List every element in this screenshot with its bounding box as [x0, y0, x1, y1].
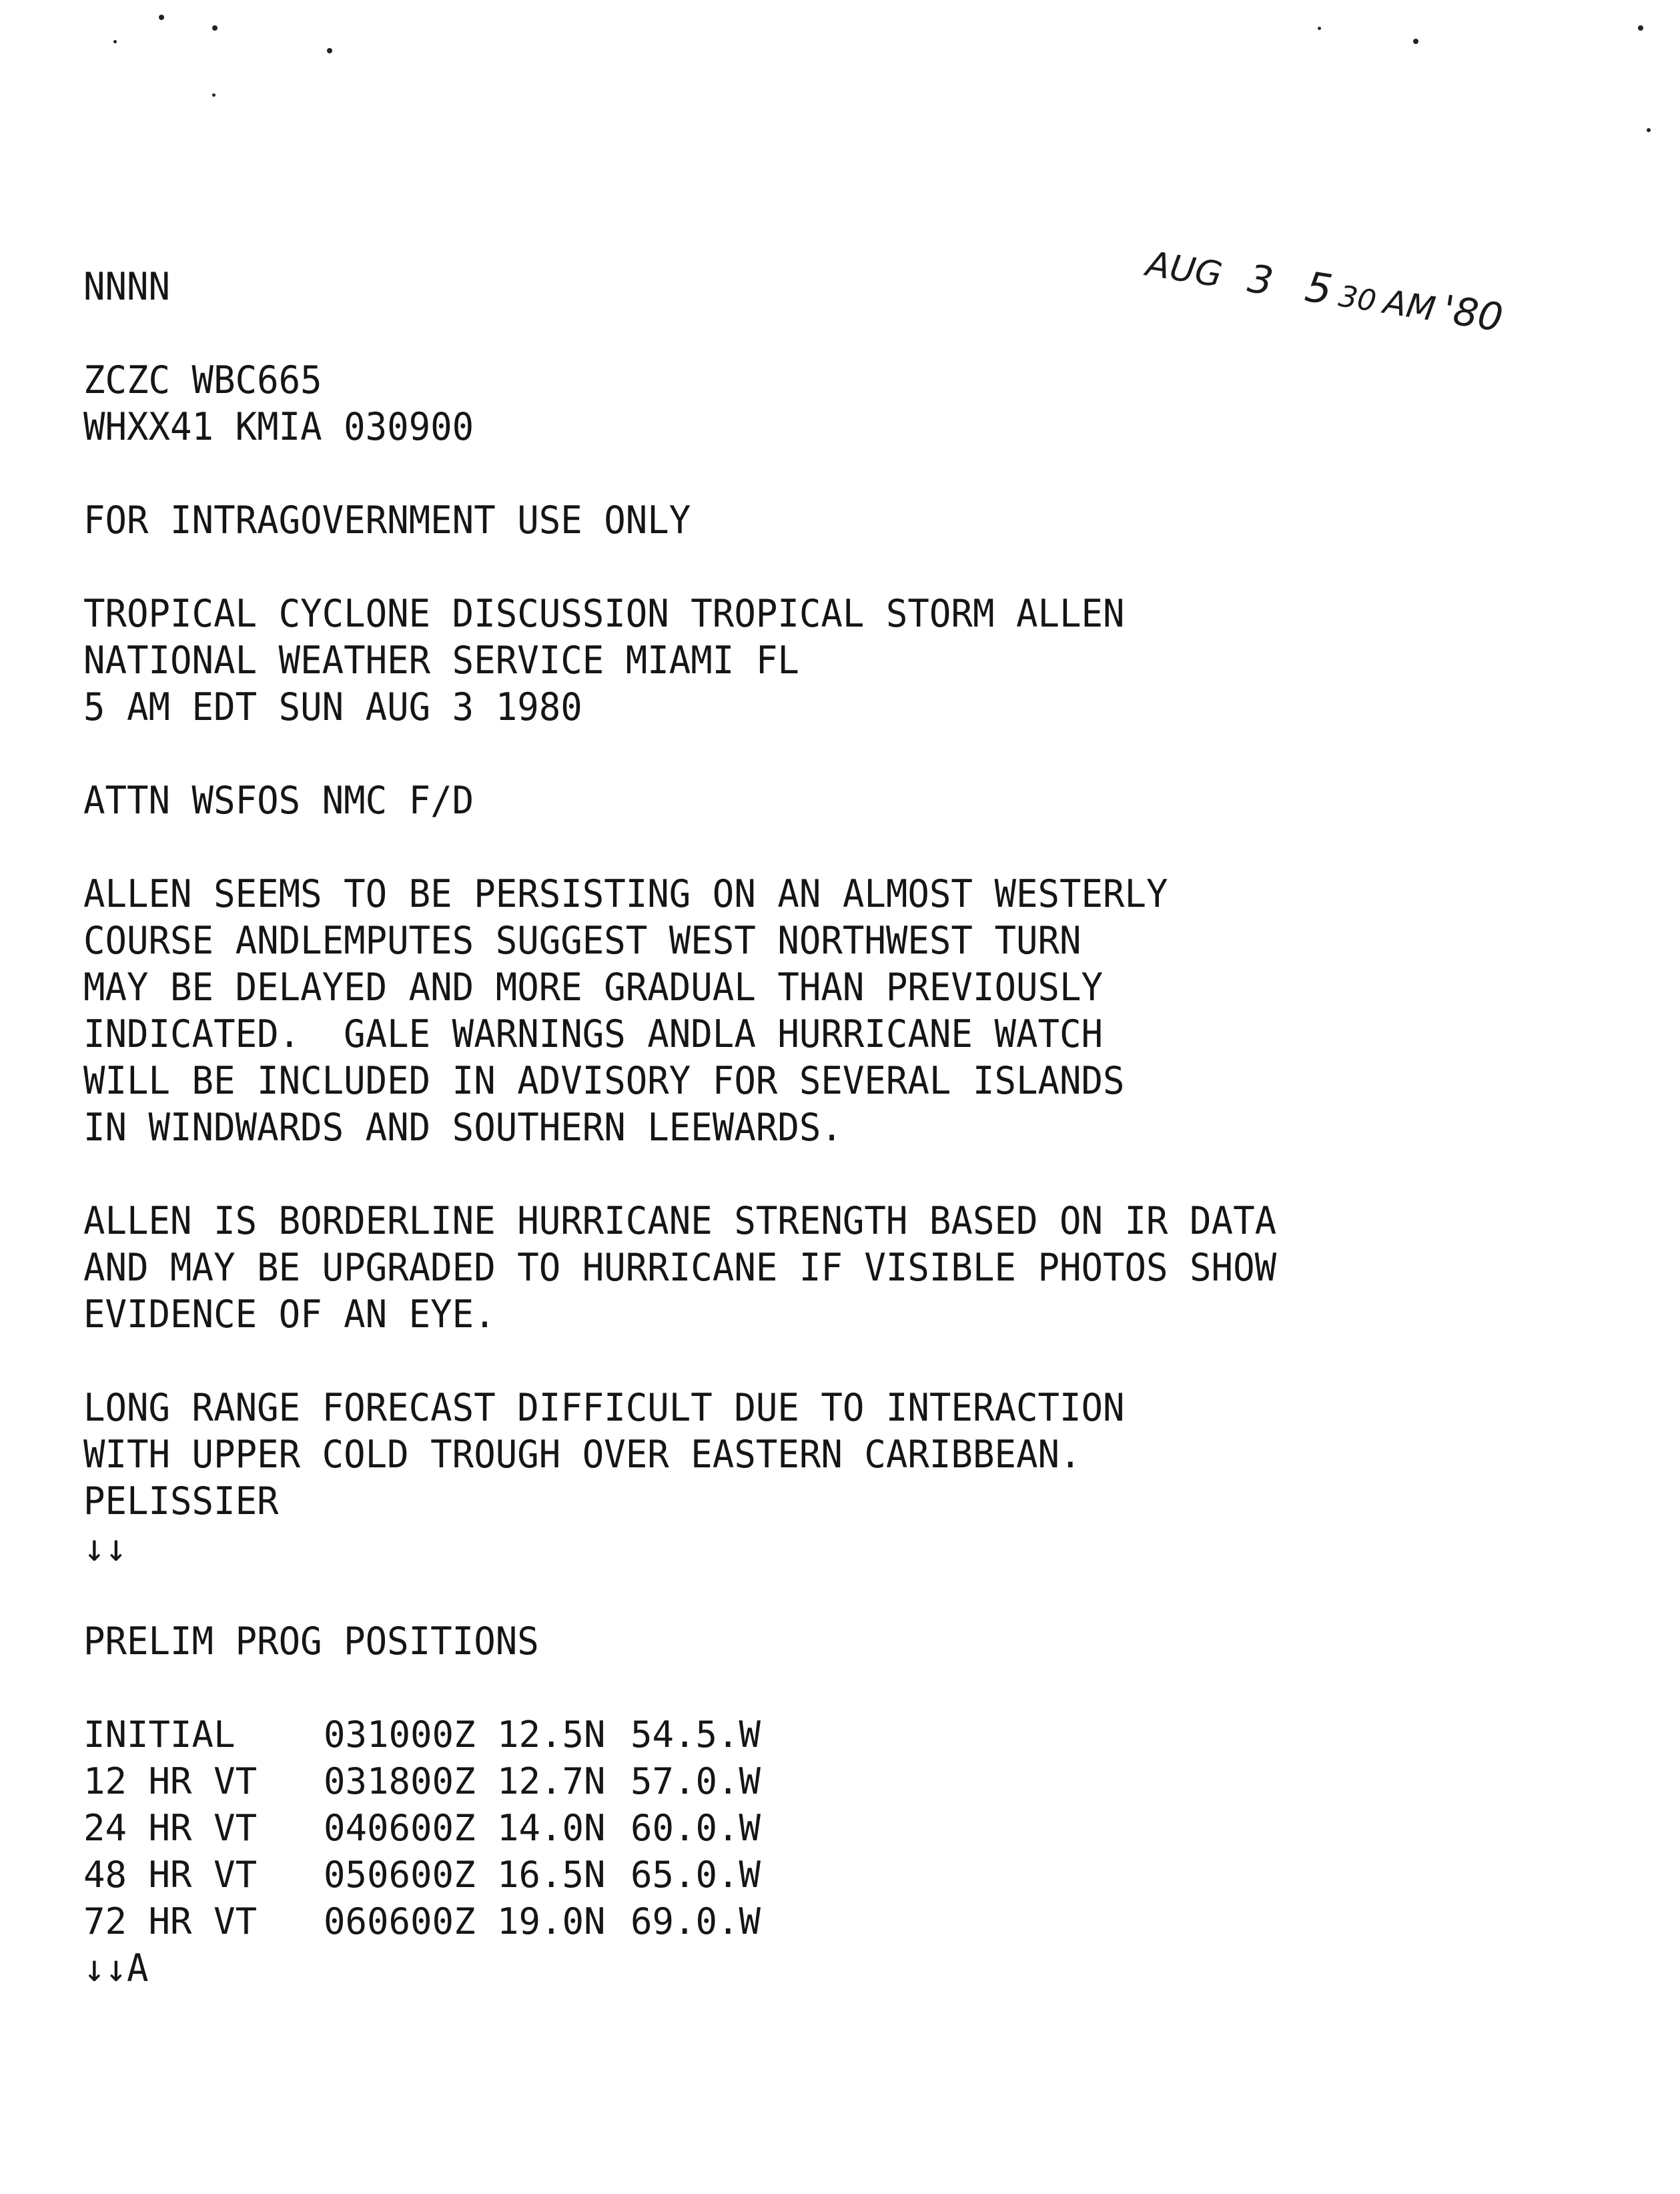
stamp-day: 3 — [1244, 256, 1276, 304]
restriction-line: FOR INTRAGOVERNMENT USE ONLY — [83, 498, 691, 542]
paragraph3-line: WITH UPPER COLD TROUGH OVER EASTERN CARIBBEAN. — [83, 1432, 1082, 1477]
paragraph2-line: EVIDENCE OF AN EYE. — [83, 1292, 496, 1337]
paragraph2-line: ALLEN IS BORDERLINE HURRICANE STRENGTH BASED ON IR DATA — [83, 1198, 1277, 1243]
stamp-year: '80 — [1439, 286, 1507, 341]
scan-speck — [1318, 27, 1321, 30]
scan-speck — [113, 40, 117, 43]
prog-lat: 14.0N — [497, 1807, 606, 1849]
prog-time: 031800Z — [324, 1760, 476, 1802]
prog-positions-table — [83, 1712, 1218, 1945]
nnnn-marker: NNNN — [83, 264, 171, 309]
signature-line: PELISSIER — [83, 1479, 279, 1523]
scan-speck — [159, 15, 164, 20]
stamp-hour: 5 — [1302, 262, 1336, 314]
prog-lon: 54.5.W — [631, 1714, 761, 1756]
prog-lat: 12.5N — [497, 1714, 606, 1756]
paragraph3-line: LONG RANGE FORECAST DIFFICULT DUE TO INTERACTION — [83, 1385, 1125, 1430]
paragraph2-line: AND MAY BE UPGRADED TO HURRICANE IF VISIBLE PHOTOS SHOW — [83, 1245, 1277, 1290]
prog-lat: 19.0N — [497, 1900, 606, 1942]
prog-label: 72 HR VT — [83, 1900, 258, 1942]
prog-lon: 65.0.W — [631, 1854, 761, 1896]
prog-time: 060600Z — [324, 1900, 476, 1942]
paragraph1-line: ALLEN SEEMS TO BE PERSISTING ON AN ALMOST WESTERLY — [83, 871, 1168, 916]
scan-speck — [1647, 128, 1651, 132]
prog-time: 050600Z — [324, 1854, 476, 1896]
prog-heading: PRELIM PROG POSITIONS — [83, 1619, 539, 1664]
prog-row — [83, 1758, 1218, 1805]
teletype-message — [83, 264, 1277, 1992]
paragraph1-line: IN WINDWARDS AND SOUTHERN LEEWARDS. — [83, 1105, 843, 1150]
paragraph1-line: COURSE ANDLEMPUTES SUGGEST WEST NORTHWEST TURN — [83, 918, 1082, 963]
wmo-header: WHXX41 KMIA 030900 — [83, 404, 474, 449]
title-line-1: TROPICAL CYCLONE DISCUSSION TROPICAL STORM ALLEN — [83, 591, 1125, 636]
end-of-message-marker: ↓↓A — [83, 1946, 149, 1990]
paragraph1-line: MAY BE DELAYED AND MORE GRADUAL THAN PREVIOUSLY — [83, 965, 1104, 1010]
scan-speck — [327, 48, 332, 53]
prog-label: 12 HR VT — [83, 1760, 258, 1802]
prog-row — [83, 1805, 1218, 1852]
scan-speck — [1413, 39, 1418, 44]
paragraph1-line: WILL BE INCLUDED IN ADVISORY FOR SEVERAL ISLANDS — [83, 1058, 1125, 1103]
prog-row — [83, 1898, 1218, 1945]
scan-speck — [1638, 25, 1643, 31]
attn-line: ATTN WSFOS NMC F/D — [83, 778, 474, 823]
prog-label: INITIAL — [83, 1714, 236, 1756]
zczc-line: ZCZC WBC665 — [83, 358, 322, 402]
prog-label: 48 HR VT — [83, 1854, 258, 1896]
prog-time: 040600Z — [324, 1807, 476, 1849]
paragraph1-line: INDICATED. GALE WARNINGS ANDLA HURRICANE WATCH — [83, 1012, 1104, 1056]
prog-lat: 12.7N — [497, 1760, 606, 1802]
prog-lon: 60.0.W — [631, 1807, 761, 1849]
scan-speck — [212, 93, 216, 97]
prog-lat: 16.5N — [497, 1854, 606, 1896]
prog-time: 031000Z — [324, 1714, 476, 1756]
scan-speck — [212, 25, 218, 31]
prog-label: 24 HR VT — [83, 1807, 258, 1849]
stamp-ampm: AM — [1380, 282, 1438, 329]
prog-row — [83, 1852, 1218, 1898]
end-of-text-marker: ↓↓ — [83, 1525, 127, 1570]
prog-lon: 57.0.W — [631, 1760, 761, 1802]
prog-row — [83, 1712, 1218, 1758]
stamp-minute: 30 — [1336, 279, 1379, 319]
prog-lon: 69.0.W — [631, 1900, 761, 1942]
title-line-3: 5 AM EDT SUN AUG 3 1980 — [83, 685, 582, 729]
title-line-2: NATIONAL WEATHER SERVICE MIAMI FL — [83, 638, 799, 683]
stamp-month: AUG — [1143, 244, 1225, 296]
